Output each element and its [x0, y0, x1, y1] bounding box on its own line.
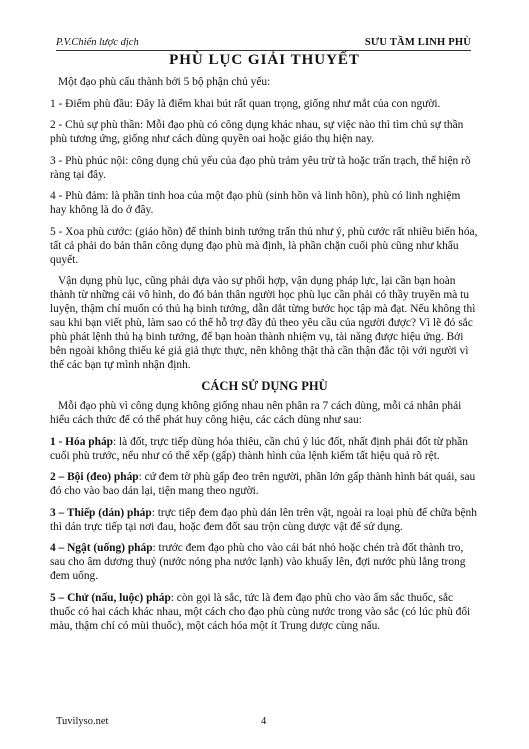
method-term: 2 – Bội (đeo) pháp — [50, 471, 139, 483]
part-item: 1 - Điểm phù đầu: Đây là điểm khai bút rất quan trọng, giống như mắt của con người. — [50, 97, 441, 110]
section-title: CÁCH SỬ DỤNG PHÙ — [201, 379, 328, 393]
part-item: 4 - Phù đảm: là phần tinh hoa của một đạo phù (sinh hồn và linh hồn), phù có linh nghiệm hay không là do ở đây. — [50, 190, 461, 216]
part-item: 5 - Xoa phù cước: (giáo hồn) để thỉnh binh tướng trấn thủ như ý, phù cước rất nhiều biến hóa, tất cả phải do bản thân công dụng đạo phù mà định, là phần chặn cuối phù cũng như khẩu quyết. — [50, 225, 478, 266]
page-title: PHÙ LỤC GIẢI THUYẾT — [169, 52, 360, 68]
header-divider — [56, 50, 471, 51]
page-footer — [56, 716, 471, 727]
method-item — [50, 591, 479, 633]
part-item: 2 - Chủ sự phù thần: Mỗi đạo phù có công dụng khác nhau, sự việc nào thì tìm chủ sự thần phù tương ứng, giống như cách dùng quyền oai hoặc giáo thụ hiện nay. — [50, 119, 464, 145]
page-number: 4 — [261, 716, 267, 727]
method-item — [50, 541, 479, 583]
method-term: 4 – Ngật (uống) pháp — [50, 542, 153, 554]
usage-paragraph: Vận dụng phù lục, cũng phải dựa vào sự phối hợp, vận dụng pháp lực, lại cần bạn hoàn thành từ những cái vô hình, do đó bản thân người học phù lục cần phải có thầy truyền mà tu luyện, thậm chí muốn có thủ hạ binh tướng, dẫn dắt từng bước học tập mà đạt. Nếu không thì sau khi bạn viết phù, làm sao có thể hỗ trợ đầy đủ theo yêu cầu của người được? Vì lẽ đó sắc phù phát lệnh thủ hạ binh tướng, để bạn hoàn thành nhiệm vụ, tài năng được hiệu ứng. Bởi bên ngoài không thiếu kẻ giả giả thực thực, nên không thật thà cần thận đắc tội với người vì thế các bạn tự mình nhận định. — [50, 275, 476, 371]
method-item — [50, 506, 479, 534]
method-text: : là đốt, trực tiếp dùng hóa thiêu, cần chú ý lúc đốt, nhất định phải đốt từ phần cuối phù trước, nếu như có thể xếp (gấp) thành hình của lệnh kiếm tất hiệu quả rõ rệt. — [50, 435, 468, 462]
header-collection-title: SƯU TẦM LINH PHÙ — [364, 37, 471, 48]
intro-paragraph: Một đạo phù cấu thành bởi 5 bộ phận chủ yếu: — [58, 76, 271, 88]
method-term: 1 - Hóa pháp — [50, 435, 113, 448]
section-intro: Mỗi đạo phù vì công dụng không giống nhau nên phân ra 7 cách dùng, mỗi cá nhân phải hiểu cách thức để có thể phát huy công hiệu, các cách dùng như sau: — [50, 400, 462, 426]
page-content — [50, 52, 479, 640]
method-item — [50, 470, 479, 498]
method-text: : trực tiếp đem đạo phù dán lên trên vật, ngoài ra loại phù để chữa bệnh thì dán trực tiếp tại nơi đau, hoặc đem đốt sau trộn cùng dược vật để sử dụng. — [50, 506, 477, 533]
header-translator: P.V.Chiến lược dịch — [56, 37, 139, 48]
method-text: : cứ đem tờ phù gấp đeo trên người, phần lớn gấp thành hình bát quái, sau đó cho vào bao dán lại, tiện mang theo người. — [50, 471, 476, 497]
method-term: 3 – Thiếp (dán) pháp — [50, 506, 152, 519]
part-item: 3 - Phù phúc nội: công dụng chủ yếu của đạo phù trảm yêu trừ tà hoặc trấn trạch, thể hiện rõ ràng tại đây. — [50, 154, 471, 181]
page-header — [56, 34, 471, 48]
method-item — [50, 435, 479, 463]
footer-site: Tuvilyso.net — [56, 716, 109, 727]
method-text: : còn gọi là sắc, tức là đem đạo phù cho vào ấm sắc thuốc, sắc thuốc có hai cách khác nhau, một cách cho đạo phù cùng nước trong vào sắc (có lúc phù đổi màu, thậm chí có mùi thuốc), một cách hóa một ít Trung dược cùng nấu. — [50, 591, 471, 632]
method-text: : trước đem đạo phù cho vào cái bát nhỏ hoặc chén trà đốt thành tro, sau cho âm dương thuỷ (nước nóng pha nước lạnh) vào khuấy lên, đợi nước phù lắng trong đem uống. — [50, 542, 466, 582]
method-term: 5 – Chử (nấu, luộc) pháp — [50, 591, 171, 604]
